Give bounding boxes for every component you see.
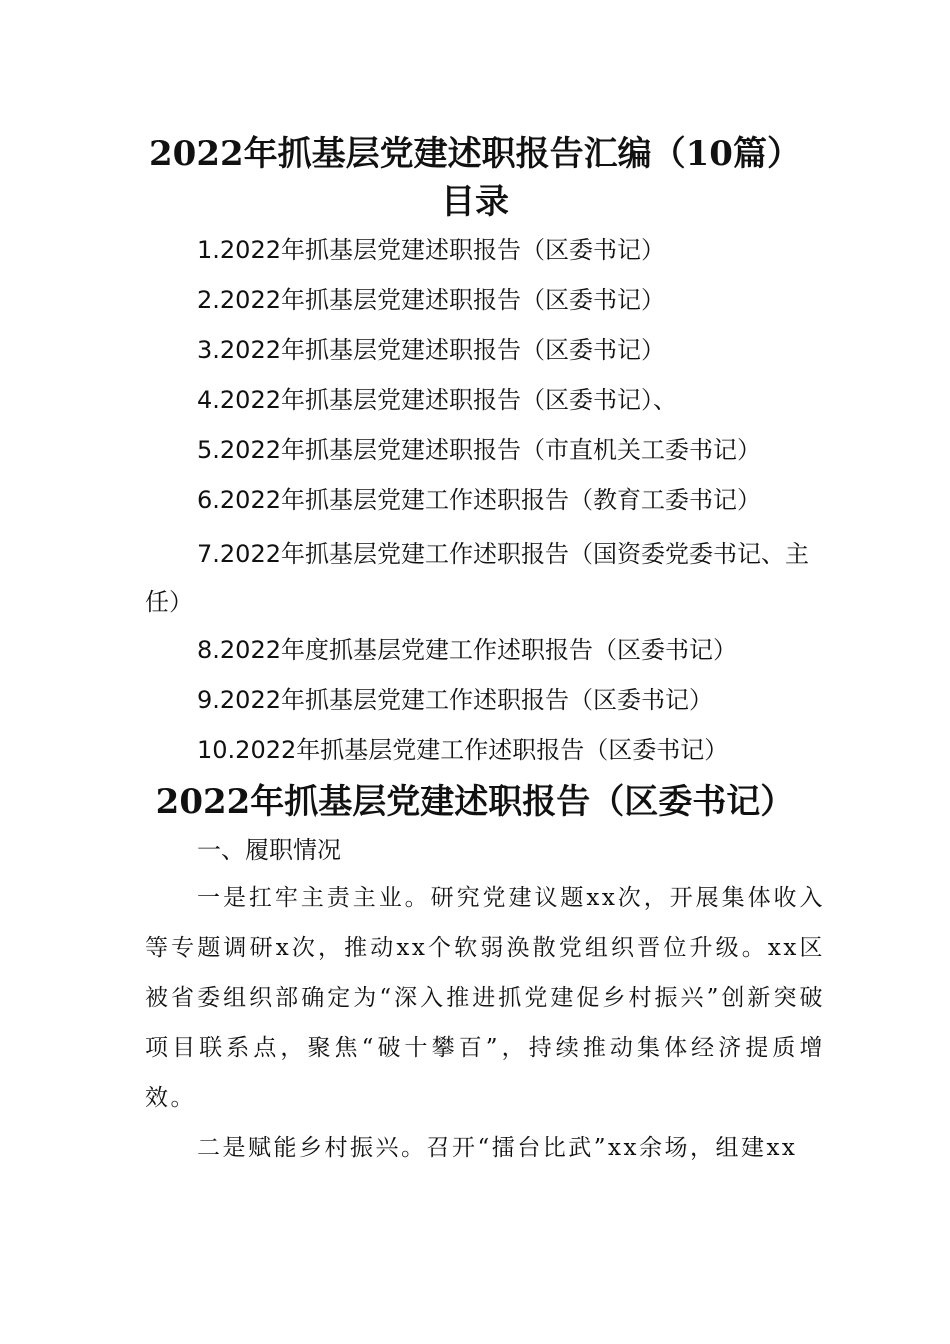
toc-item: 10.2022年抓基层党建工作述职报告（区委书记） (197, 736, 729, 764)
section-title: 2022年抓基层党建述职报告（区委书记） (155, 782, 795, 822)
toc-item: 9.2022年抓基层党建工作述职报告（区委书记） (197, 686, 713, 714)
toc-item: 7.2022年抓基层党建工作述职报告（国资委党委书记、主任） (145, 540, 809, 616)
section-heading: 一、履职情况 (197, 836, 341, 864)
body-paragraph: 二是赋能乡村振兴。召开“擂台比武”xx余场，组建xx (197, 1135, 798, 1161)
toc-item: 3.2022年抓基层党建述职报告（区委书记） (197, 336, 665, 364)
toc-item: 1.2022年抓基层党建述职报告（区委书记） (197, 236, 665, 264)
document-main-title: 2022年抓基层党建述职报告汇编（10篇） (149, 134, 801, 174)
toc-item: 2.2022年抓基层党建述职报告（区委书记） (197, 286, 665, 314)
toc-item: 8.2022年度抓基层党建工作述职报告（区委书记） (197, 636, 737, 664)
toc-item: 6.2022年抓基层党建工作述职报告（教育工委书记） (197, 486, 761, 514)
toc-item: 4.2022年抓基层党建述职报告（区委书记）、 (197, 386, 677, 414)
toc-item: 5.2022年抓基层党建述职报告（市直机关工委书记） (197, 436, 761, 464)
body-paragraph: 一是扛牢主责主业。研究党建议题xx次，开展集体收入等专题调研x次，推动xx个软弱涣散党组织晋位升级。xx区被省委组织部确定为“深入推进抓党建促乡村振兴”创新突破项目联系点，聚焦“破十攀百”，持续推动集体经济提质增效。 (145, 885, 825, 1111)
table-of-contents-title: 目录 (441, 182, 509, 222)
table-of-contents (145, 230, 845, 780)
